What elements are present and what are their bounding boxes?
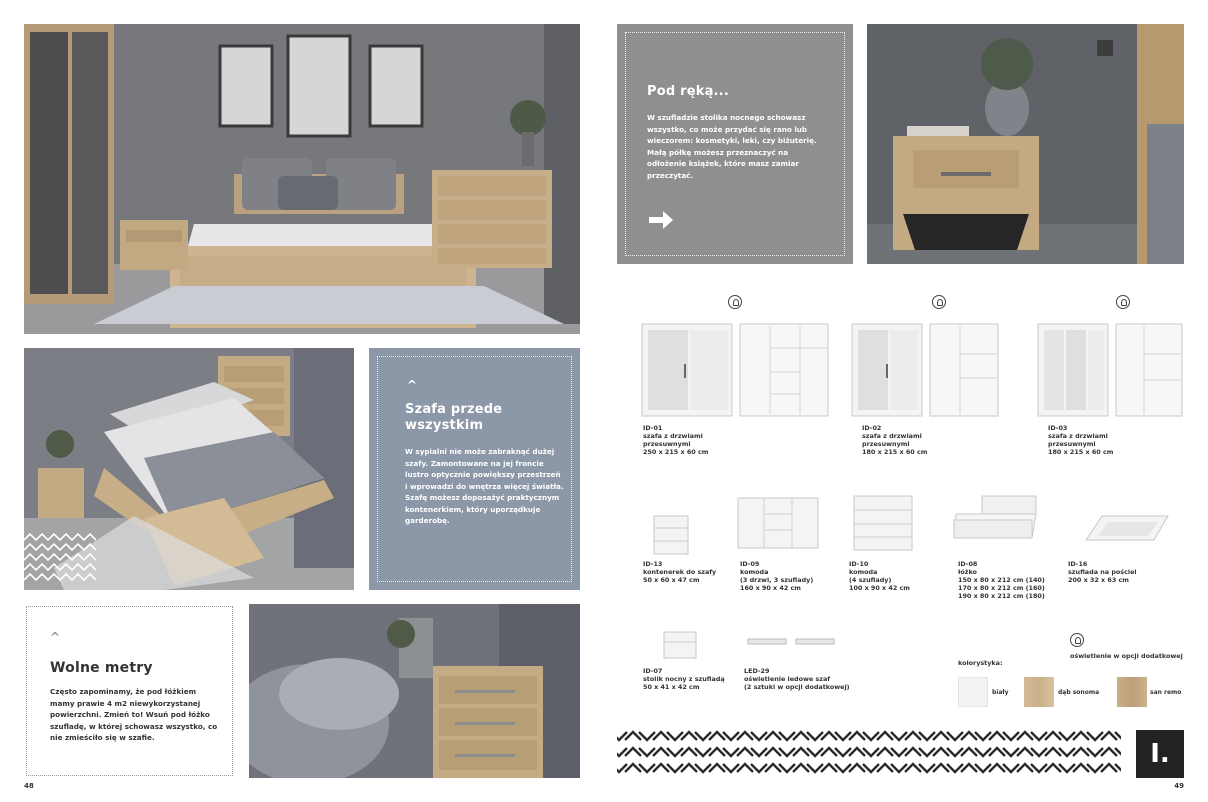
product-image-led-29 [746,634,836,648]
product-label-id-07: ID-07 stolik nocny z szufladą 50 x 41 x 42 cm [643,667,725,691]
hand-panel-title: Pod ręką... [647,84,729,99]
swatch-label-oak-sonoma: dąb sonoma [1058,689,1100,696]
product-label-id-01: ID-01 szafa z drzwiami przesuwnymi 250 x 215 x 60 cm [643,424,709,456]
lightbulb-icon [1116,295,1130,309]
product-label-led-29: LED-29 oświetlenie ledowe szaf (2 sztuki w opcji dodatkowej) [744,667,850,691]
lightbulb-icon [728,295,742,309]
legend-lighting-label: oświetlenie w opcji dodatkowej [1070,652,1183,660]
chevron-up-icon: ^ [407,378,418,392]
hand-panel-text: W szufladzie stolika nocnego schowasz wszystko, co może przydać się rano lub wieczorem: kosmetyki, leki, czy biżuterię. Małą półkę możesz przeznaczyć na odłożenie książek, które masz zamiar przeczytać. [647,113,817,180]
lace-pattern-decoration [24,530,96,590]
product-label-id-13: ID-13 kontenerek do szafy 50 x 60 x 47 cm [643,560,717,584]
swatch-label-san-remo: san remo [1150,689,1182,696]
product-image-id-08 [952,492,1038,544]
legend-colors-title: kolorystyka: [958,659,1003,667]
lightbulb-icon [1070,633,1084,647]
wardrobe-info-panel [369,348,580,590]
swatch-san-remo [1117,677,1147,707]
product-label-id-08: ID-08 łóżko 150 x 80 x 212 cm (140) 170 x 80 x 212 cm (160) 190 x 80 x 212 cm (180) [958,560,1045,600]
zigzag-pattern-decoration [617,730,1121,778]
bedroom-main-photo [24,24,580,334]
nightstand-photo [867,24,1184,264]
page-number-left: 48 [24,782,34,790]
free-space-panel-text: Często zapominamy, że pod łóżkiem mamy prawie 4 m2 niewykorzystanej powierzchni. Zmień to! Wsuń pod łóżko szufladę, w której schowasz wszystko, co nie zmieściło się w szafie. [50,687,218,742]
wardrobe-panel-title: Szafa przede wszystkim [405,402,503,433]
product-label-id-10: ID-10 komoda (4 szuflady) 100 x 90 x 42 cm [849,560,910,592]
swatch-label-white: biały [992,689,1009,696]
wardrobe-panel-text: W sypialni nie może zabraknąć dużej szafy. Zamontowane na jej froncie lustro optycznie powiększy przestrzeń i wprowadzi do wnętrza więcej światła. Szafę możesz doposażyć praktycznym kontenerkiem, który uporządkuje garderobę. [405,447,564,525]
product-image-id-16 [1084,514,1170,544]
product-image-id-03 [1036,318,1184,422]
chevron-up-icon: ^ [50,630,61,644]
product-label-id-03: ID-03 szafa z drzwiami przesuwnymi 180 x 215 x 60 cm [1048,424,1114,456]
brand-logo: I. [1136,730,1184,778]
product-image-id-02 [850,318,1000,422]
page-number-right: 49 [1174,782,1184,790]
free-space-info-panel [24,604,235,778]
free-space-panel-title: Wolne metry [50,660,153,676]
product-image-id-09 [736,494,820,552]
swatch-white [958,677,988,707]
arrow-right-icon [647,208,675,236]
product-image-id-07 [662,630,698,662]
swatch-oak-sonoma [1024,677,1054,707]
product-label-id-02: ID-02 szafa z drzwiami przesuwnymi 180 x 215 x 60 cm [862,424,928,456]
dresser-closeup-photo [249,604,580,778]
hand-info-panel [617,24,853,264]
product-label-id-16: ID-16 szuflada na pościel 200 x 32 x 63 cm [1068,560,1137,584]
lightbulb-icon [932,295,946,309]
product-image-id-01 [640,318,830,422]
product-image-id-13 [652,514,690,556]
product-label-id-09: ID-09 komoda (3 drzwi, 3 szuflady) 160 x 90 x 42 cm [740,560,814,592]
product-image-id-10 [852,494,914,554]
